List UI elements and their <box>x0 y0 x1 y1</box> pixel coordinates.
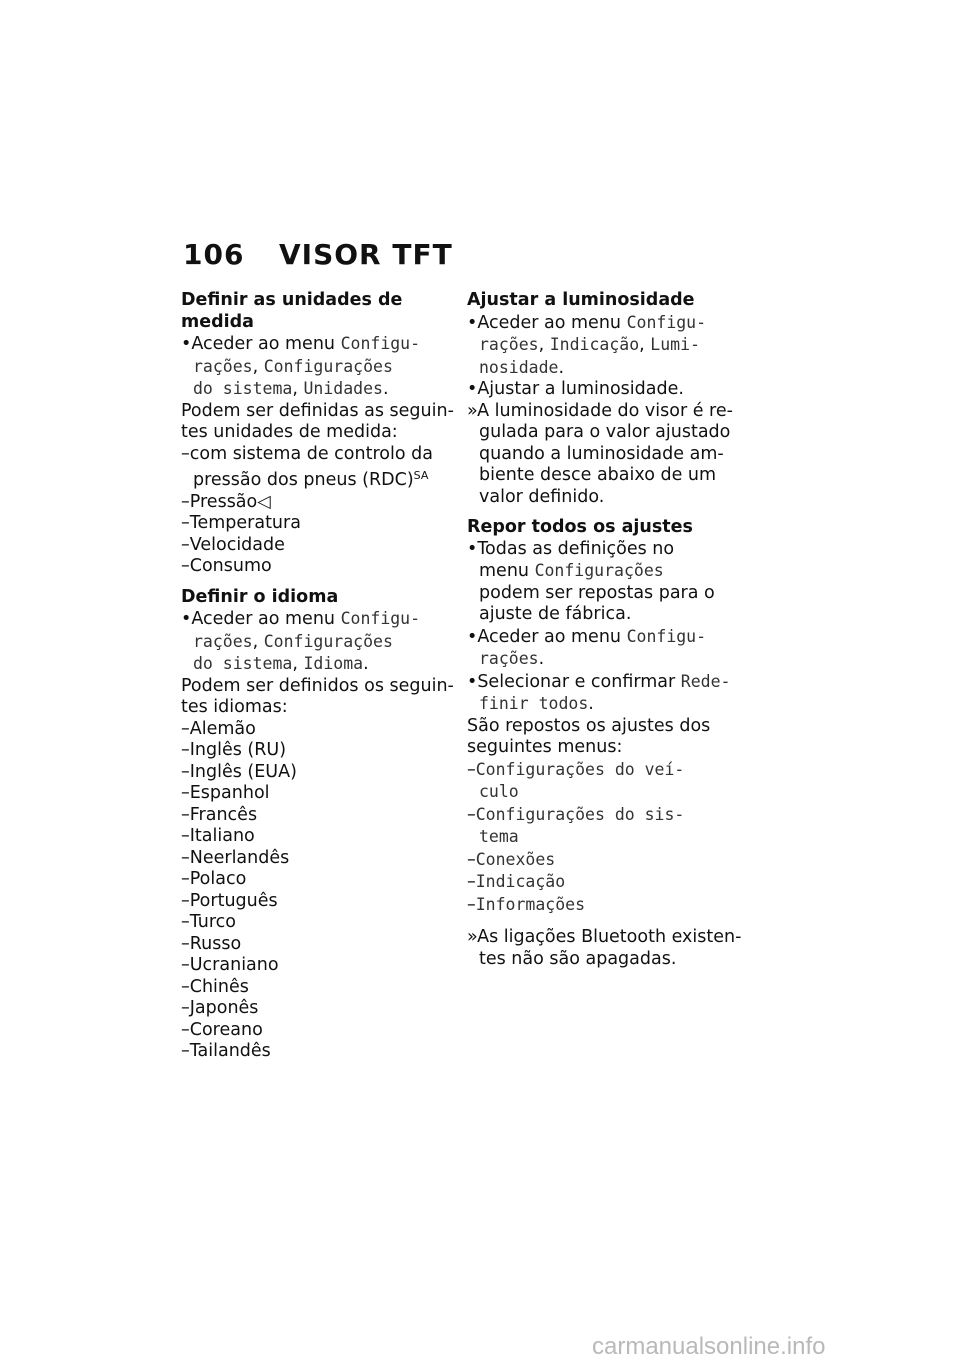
units-menu-path: rações, Configurações <box>193 356 393 377</box>
reset-text: menu Configurações <box>479 561 664 581</box>
unit-item: – Pressão◁ <box>181 492 453 514</box>
reset-menu-item: tema <box>479 827 519 846</box>
reset-heading: Repor todos os ajustes <box>467 517 693 537</box>
language-item: – Inglês (RU) <box>181 740 453 762</box>
unit-item: – Consumo <box>181 556 453 578</box>
sa-marker: SA <box>413 469 429 482</box>
unit-item: pressão dos pneus (RDC)$^{SA}$ <box>193 469 429 490</box>
reset-menu-step: • Aceder ao menu Configu- <box>467 626 742 649</box>
language-item: – Japonês <box>181 998 453 1020</box>
language-item: – Coreano <box>181 1020 453 1042</box>
brightness-result: » A luminosidade do visor é re- <box>467 401 742 423</box>
language-item: – Neerlandês <box>181 848 453 870</box>
language-item: – Russo <box>181 934 453 956</box>
reset-menu-item: – Configurações do veí- <box>467 759 742 782</box>
reset-menu-item: – Conexões <box>467 849 742 872</box>
watermark: carmanualsonline.info <box>592 1333 826 1360</box>
language-item: – Espanhol <box>181 783 453 805</box>
language-item: – Português <box>181 891 453 913</box>
reset-text: ajuste de fábrica. <box>479 604 632 624</box>
reset-menu-item: – Indicação <box>467 871 742 894</box>
brightness-step: • Ajustar a luminosidade. <box>467 379 742 401</box>
language-heading: Definir o idioma <box>181 586 339 607</box>
language-menu-path: rações, Configurações <box>193 631 393 652</box>
reset-text: podem ser repostas para o <box>479 582 715 603</box>
brightness-result: gulada para o valor ajustado <box>479 422 731 442</box>
language-item: – Francês <box>181 805 453 827</box>
language-item: – Chinês <box>181 977 453 999</box>
language-item: – Ucraniano <box>181 955 453 977</box>
reset-menu-item: culo <box>479 782 519 801</box>
brightness-menu-path: rações, Indicação, Lumi- <box>479 335 700 355</box>
brightness-result: biente desce abaixo de um <box>479 465 717 485</box>
reset-menu-path: rações. <box>479 649 545 669</box>
language-menu-step: • Aceder ao menu Configu- <box>181 608 453 631</box>
brightness-menu-path: nosidade. <box>479 357 565 378</box>
language-item: – Inglês (EUA) <box>181 762 453 784</box>
units-heading: Definir as unidades de medida <box>181 290 403 332</box>
unit-item: – Velocidade <box>181 535 453 557</box>
reset-note: tes não são apagadas. <box>479 948 677 969</box>
unit-item: – Temperatura <box>181 513 453 535</box>
brightness-result: quando a luminosidade am- <box>479 443 724 464</box>
units-text: tes unidades de medida: <box>181 422 398 442</box>
units-text: Podem ser definidas as seguin- <box>181 400 454 421</box>
language-item: – Turco <box>181 912 453 934</box>
language-text: Podem ser definidos os seguin- <box>181 675 454 696</box>
units-menu-path: do sistema, Unidades. <box>193 379 389 399</box>
brightness-result: valor definido. <box>479 486 605 507</box>
language-text: tes idiomas: <box>181 697 288 717</box>
reset-note: » As ligações Bluetooth existen- <box>467 927 742 949</box>
reset-confirm-path: finir todos. <box>479 694 594 714</box>
reset-intro: São repostos os ajustes dos <box>467 715 711 736</box>
chapter-title: VISOR TFT <box>279 238 453 271</box>
right-column <box>467 290 742 970</box>
unit-item: – com sistema de controlo da <box>181 444 453 466</box>
reset-menu-item: – Informações <box>467 894 742 917</box>
page-number: 106 <box>183 238 245 271</box>
brightness-menu-step: • Aceder ao menu Configu- <box>467 312 742 335</box>
brightness-heading: Ajustar a luminosidade <box>467 290 695 310</box>
reset-confirm-step: • Selecionar e confirmar Rede- <box>467 671 742 694</box>
reset-intro: seguintes menus: <box>467 737 623 757</box>
language-item: – Alemão <box>181 719 453 741</box>
language-menu-path: do sistema, Idioma. <box>193 654 369 674</box>
reset-text: • Todas as definições no <box>467 539 742 561</box>
reset-menu-item: – Configurações do sis- <box>467 804 742 827</box>
language-item: – Italiano <box>181 826 453 848</box>
units-menu-step: • Aceder ao menu Configu- <box>181 333 453 356</box>
left-column <box>181 290 453 1063</box>
language-item: – Polaco <box>181 869 453 891</box>
language-item: – Tailandês <box>181 1041 453 1063</box>
